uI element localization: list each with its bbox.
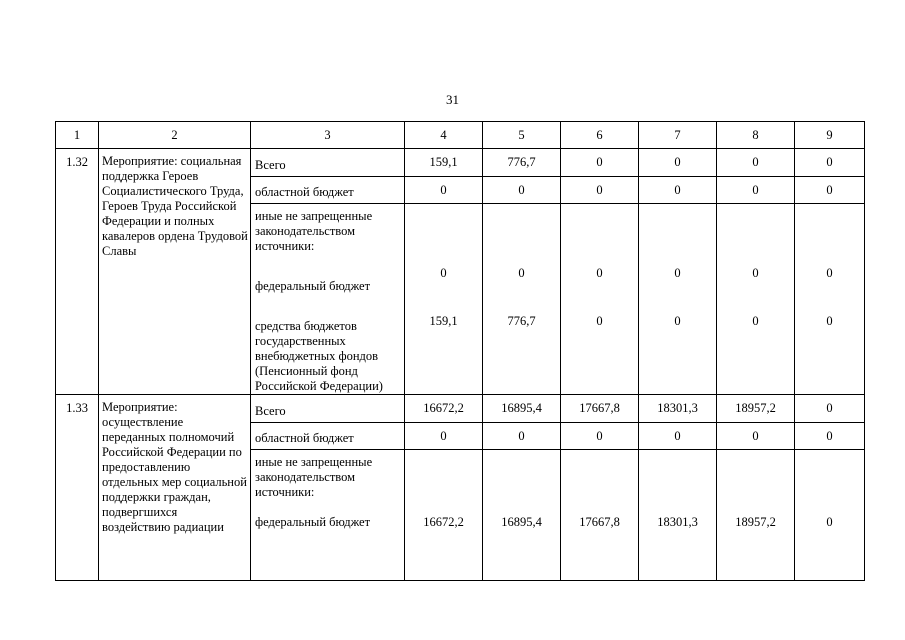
table-row xyxy=(56,149,865,177)
value-cell: 16672,2 xyxy=(405,395,483,423)
value: 17667,8 xyxy=(579,515,620,529)
header-row xyxy=(56,122,865,149)
value-cell xyxy=(405,204,483,395)
source-label: иные не запрещенные законодательством источники: xyxy=(255,455,373,499)
value-cell xyxy=(795,204,865,395)
value-cell: 0 xyxy=(639,149,717,177)
source-label: областной бюджет xyxy=(251,423,405,450)
column-header: 4 xyxy=(405,122,483,149)
value: 0 xyxy=(826,314,833,328)
value-cell xyxy=(639,204,717,395)
value: 16672,2 xyxy=(423,515,464,529)
value-cell xyxy=(405,450,483,581)
value-cell: 18301,3 xyxy=(639,395,717,423)
value-cell: 17667,8 xyxy=(561,395,639,423)
value: 776,7 xyxy=(507,314,536,328)
source-label: Всего xyxy=(251,395,405,423)
value-cell: 0 xyxy=(561,423,639,450)
column-header: 8 xyxy=(717,122,795,149)
source-label: средства бюджетов государственных внебюджетных фондов (Пенсионный фонд Российской Федерации) xyxy=(255,319,383,393)
value: 0 xyxy=(518,266,525,280)
value-cell: 16895,4 xyxy=(483,395,561,423)
value-cell: 0 xyxy=(639,177,717,204)
value-cell xyxy=(717,450,795,581)
value-cell: 0 xyxy=(717,149,795,177)
source-label: областной бюджет xyxy=(251,177,405,204)
value-cell xyxy=(795,450,865,581)
value: 0 xyxy=(596,266,603,280)
source-label: иные не запрещенные законодательством источники: xyxy=(255,209,373,253)
page-number: 31 xyxy=(446,92,459,107)
value-cell: 18957,2 xyxy=(717,395,795,423)
column-header: 5 xyxy=(483,122,561,149)
value-cell: 0 xyxy=(795,149,865,177)
value: 18957,2 xyxy=(735,515,776,529)
value-cell xyxy=(561,204,639,395)
value: 0 xyxy=(826,515,833,529)
table-row xyxy=(56,395,865,423)
source-label: Всего xyxy=(251,149,405,177)
value-cell: 0 xyxy=(717,177,795,204)
column-header: 3 xyxy=(251,122,405,149)
source-label: федеральный бюджет xyxy=(255,515,371,529)
column-header: 9 xyxy=(795,122,865,149)
value: 0 xyxy=(752,266,759,280)
value-cell: 0 xyxy=(795,177,865,204)
value-cell xyxy=(483,204,561,395)
column-header: 1 xyxy=(56,122,99,149)
value-cell: 776,7 xyxy=(483,149,561,177)
source-group xyxy=(251,204,405,395)
column-header: 7 xyxy=(639,122,717,149)
value-cell xyxy=(561,450,639,581)
measure-name: Мероприятие: осуществление переданных полномочий Российской Федерации по предоставлению отдельных мер социальной поддержки граждан, подвергшихся воздействию радиации xyxy=(99,395,251,581)
value: 0 xyxy=(752,314,759,328)
value: 0 xyxy=(440,266,447,280)
value-cell: 0 xyxy=(483,423,561,450)
measure-name: Мероприятие: социальная поддержка Героев Социалистического Труда, Героев Труда Российской Федерации и полных кавалеров ордена Трудовой Славы xyxy=(99,149,251,395)
value-cell: 0 xyxy=(795,395,865,423)
value: 0 xyxy=(674,266,681,280)
value-cell xyxy=(717,204,795,395)
value: 0 xyxy=(596,314,603,328)
value: 159,1 xyxy=(429,314,458,328)
funding-table xyxy=(55,121,865,581)
column-header: 6 xyxy=(561,122,639,149)
value-cell: 159,1 xyxy=(405,149,483,177)
value-cell: 0 xyxy=(561,149,639,177)
value-cell: 0 xyxy=(795,423,865,450)
source-label: федеральный бюджет xyxy=(255,279,371,293)
value-cell: 0 xyxy=(639,423,717,450)
value-cell xyxy=(483,450,561,581)
value-cell: 0 xyxy=(405,423,483,450)
value: 0 xyxy=(826,266,833,280)
value-cell: 0 xyxy=(717,423,795,450)
value-cell: 0 xyxy=(483,177,561,204)
value-cell: 0 xyxy=(561,177,639,204)
value-cell xyxy=(639,450,717,581)
value-cell: 0 xyxy=(405,177,483,204)
value: 16895,4 xyxy=(501,515,542,529)
column-header: 2 xyxy=(99,122,251,149)
row-number: 1.33 xyxy=(56,395,99,581)
row-number: 1.32 xyxy=(56,149,99,395)
value: 18301,3 xyxy=(657,515,698,529)
source-group xyxy=(251,450,405,581)
value: 0 xyxy=(674,314,681,328)
